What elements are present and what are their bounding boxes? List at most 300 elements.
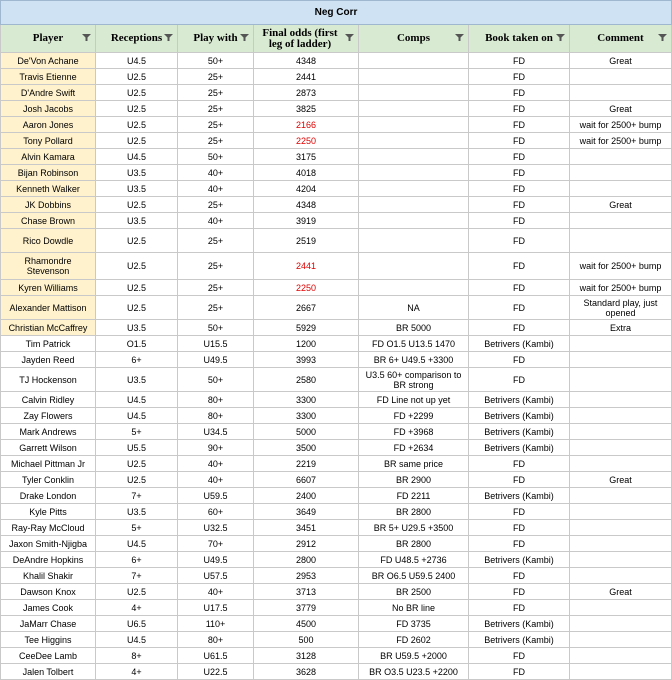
cell-play-with[interactable]: 40+ <box>178 181 254 197</box>
cell-receptions[interactable]: O1.5 <box>96 336 178 352</box>
cell-play-with[interactable]: 25+ <box>178 85 254 101</box>
cell-comment[interactable] <box>570 568 672 584</box>
table-row <box>1 117 672 133</box>
cell-odds[interactable]: 3993 <box>254 352 359 368</box>
cell-comps[interactable] <box>359 69 469 85</box>
header-receptions[interactable] <box>96 25 178 53</box>
cell-comps[interactable] <box>359 101 469 117</box>
cell-comment[interactable]: wait for 2500+ bump <box>570 280 672 296</box>
cell-receptions[interactable]: U4.5 <box>96 392 178 408</box>
cell-comps[interactable]: BR U59.5 +2000 <box>359 648 469 664</box>
cell-odds[interactable]: 2580 <box>254 368 359 392</box>
cell-play-with[interactable]: 90+ <box>178 440 254 456</box>
cell-play-with[interactable]: U34.5 <box>178 424 254 440</box>
cell-play-with[interactable]: 110+ <box>178 616 254 632</box>
cell-odds[interactable]: 2953 <box>254 568 359 584</box>
cell-comps[interactable]: BR same price <box>359 456 469 472</box>
cell-odds[interactable]: 3500 <box>254 440 359 456</box>
cell-comps[interactable]: FD +2634 <box>359 440 469 456</box>
cell-comps[interactable]: BR 2800 <box>359 504 469 520</box>
cell-odds[interactable]: 4348 <box>254 53 359 69</box>
cell-comps[interactable] <box>359 117 469 133</box>
cell-book[interactable]: FD <box>469 568 570 584</box>
cell-player[interactable]: Rico Dowdle <box>1 229 96 253</box>
cell-receptions[interactable]: 4+ <box>96 664 178 680</box>
header-book[interactable] <box>469 25 570 53</box>
cell-book[interactable]: FD <box>469 117 570 133</box>
header-label: Play with <box>193 32 238 44</box>
cell-player[interactable]: Kyle Pitts <box>1 504 96 520</box>
cell-receptions[interactable]: 5+ <box>96 520 178 536</box>
cell-comps[interactable] <box>359 197 469 213</box>
cell-comment[interactable]: Great <box>570 197 672 213</box>
cell-play-with[interactable]: 25+ <box>178 133 254 149</box>
cell-book[interactable]: FD <box>469 648 570 664</box>
cell-play-with[interactable]: U15.5 <box>178 336 254 352</box>
cell-receptions[interactable]: 5+ <box>96 424 178 440</box>
cell-player[interactable]: Khalil Shakir <box>1 568 96 584</box>
cell-odds[interactable]: 5929 <box>254 320 359 336</box>
cell-book[interactable]: FD <box>469 229 570 253</box>
table-row <box>1 616 672 632</box>
cell-comps[interactable]: FD Line not up yet <box>359 392 469 408</box>
table-row <box>1 352 672 368</box>
table-row <box>1 424 672 440</box>
cell-receptions[interactable]: 8+ <box>96 648 178 664</box>
cell-receptions[interactable]: U2.5 <box>96 117 178 133</box>
cell-comment[interactable] <box>570 520 672 536</box>
cell-odds[interactable]: 2912 <box>254 536 359 552</box>
cell-book[interactable]: Betrivers (Kambi) <box>469 336 570 352</box>
cell-comment[interactable] <box>570 536 672 552</box>
cell-play-with[interactable]: 40+ <box>178 472 254 488</box>
cell-book[interactable]: FD <box>469 368 570 392</box>
cell-comment[interactable] <box>570 664 672 680</box>
cell-comment[interactable] <box>570 408 672 424</box>
cell-play-with[interactable]: 25+ <box>178 197 254 213</box>
cell-play-with[interactable]: 25+ <box>178 280 254 296</box>
cell-receptions[interactable]: U2.5 <box>96 197 178 213</box>
filter-icon[interactable] <box>455 34 464 41</box>
cell-play-with[interactable]: 25+ <box>178 101 254 117</box>
cell-odds[interactable]: 6607 <box>254 472 359 488</box>
cell-book[interactable]: FD <box>469 520 570 536</box>
cell-odds[interactable]: 2400 <box>254 488 359 504</box>
cell-player[interactable]: James Cook <box>1 600 96 616</box>
cell-book[interactable]: FD <box>469 133 570 149</box>
cell-book[interactable]: FD <box>469 165 570 181</box>
cell-comment[interactable]: wait for 2500+ bump <box>570 133 672 149</box>
cell-comment[interactable] <box>570 165 672 181</box>
cell-receptions[interactable]: U2.5 <box>96 133 178 149</box>
cell-comps[interactable] <box>359 165 469 181</box>
cell-comps[interactable]: FD 2211 <box>359 488 469 504</box>
cell-odds[interactable]: 3300 <box>254 408 359 424</box>
cell-play-with[interactable]: 50+ <box>178 53 254 69</box>
cell-receptions[interactable]: U3.5 <box>96 181 178 197</box>
cell-player[interactable]: Mark Andrews <box>1 424 96 440</box>
cell-comment[interactable] <box>570 336 672 352</box>
cell-odds[interactable]: 2250 <box>254 133 359 149</box>
cell-player[interactable]: Ray-Ray McCloud <box>1 520 96 536</box>
table-row <box>1 336 672 352</box>
header-comment[interactable] <box>570 25 672 53</box>
cell-play-with[interactable]: 25+ <box>178 296 254 320</box>
cell-odds[interactable]: 5000 <box>254 424 359 440</box>
cell-player[interactable]: Drake London <box>1 488 96 504</box>
table-row <box>1 584 672 600</box>
cell-book[interactable]: Betrivers (Kambi) <box>469 408 570 424</box>
cell-receptions[interactable]: U2.5 <box>96 584 178 600</box>
header-label: Comment <box>597 32 644 44</box>
cell-comps[interactable]: FD O1.5 U13.5 1470 <box>359 336 469 352</box>
cell-player[interactable]: D'Andre Swift <box>1 85 96 101</box>
cell-comps[interactable]: FD +2299 <box>359 408 469 424</box>
cell-player[interactable]: JaMarr Chase <box>1 616 96 632</box>
cell-player[interactable]: Calvin Ridley <box>1 392 96 408</box>
cell-comps[interactable]: FD 2602 <box>359 632 469 648</box>
cell-play-with[interactable]: U17.5 <box>178 600 254 616</box>
cell-comps[interactable]: FD 3735 <box>359 616 469 632</box>
cell-comment[interactable] <box>570 504 672 520</box>
cell-player[interactable]: Tim Patrick <box>1 336 96 352</box>
cell-receptions[interactable]: U2.5 <box>96 472 178 488</box>
cell-play-with[interactable]: U32.5 <box>178 520 254 536</box>
cell-comment[interactable]: Great <box>570 53 672 69</box>
filter-icon[interactable] <box>658 34 667 41</box>
cell-receptions[interactable]: U2.5 <box>96 85 178 101</box>
cell-odds[interactable]: 2800 <box>254 552 359 568</box>
cell-book[interactable]: Betrivers (Kambi) <box>469 440 570 456</box>
cell-comps[interactable] <box>359 280 469 296</box>
cell-play-with[interactable]: 40+ <box>178 584 254 600</box>
header-final-odds[interactable] <box>254 25 359 53</box>
cell-player[interactable]: Aaron Jones <box>1 117 96 133</box>
cell-player[interactable]: Kyren Williams <box>1 280 96 296</box>
cell-comment[interactable] <box>570 181 672 197</box>
cell-comment[interactable] <box>570 440 672 456</box>
header-label: Final odds (first leg of ladder) <box>262 26 338 50</box>
cell-receptions[interactable]: 7+ <box>96 488 178 504</box>
filter-icon[interactable] <box>82 34 91 41</box>
cell-player[interactable]: Garrett Wilson <box>1 440 96 456</box>
header-comps[interactable] <box>359 25 469 53</box>
cell-odds[interactable]: 3128 <box>254 648 359 664</box>
cell-player[interactable]: Alvin Kamara <box>1 149 96 165</box>
table-row <box>1 53 672 69</box>
cell-receptions[interactable]: 4+ <box>96 600 178 616</box>
cell-odds[interactable]: 3175 <box>254 149 359 165</box>
cell-book[interactable]: FD <box>469 504 570 520</box>
cell-book[interactable]: Betrivers (Kambi) <box>469 392 570 408</box>
cell-comment[interactable] <box>570 488 672 504</box>
cell-comps[interactable]: BR 6+ U49.5 +3300 <box>359 352 469 368</box>
cell-play-with[interactable]: 40+ <box>178 165 254 181</box>
cell-play-with[interactable]: 25+ <box>178 117 254 133</box>
table-row <box>1 632 672 648</box>
cell-book[interactable]: FD <box>469 456 570 472</box>
filter-icon[interactable] <box>240 34 249 41</box>
cell-play-with[interactable]: 50+ <box>178 320 254 336</box>
cell-player[interactable]: Josh Jacobs <box>1 101 96 117</box>
cell-player[interactable]: CeeDee Lamb <box>1 648 96 664</box>
cell-odds[interactable]: 2250 <box>254 280 359 296</box>
header-label: Book taken on <box>485 32 553 44</box>
cell-player[interactable]: Jalen Tolbert <box>1 664 96 680</box>
cell-play-with[interactable]: 50+ <box>178 368 254 392</box>
cell-comps[interactable]: No BR line <box>359 600 469 616</box>
cell-comps[interactable] <box>359 181 469 197</box>
cell-book[interactable]: Betrivers (Kambi) <box>469 632 570 648</box>
cell-play-with[interactable]: U22.5 <box>178 664 254 680</box>
cell-receptions[interactable]: U3.5 <box>96 213 178 229</box>
cell-book[interactable]: FD <box>469 296 570 320</box>
cell-comment[interactable] <box>570 213 672 229</box>
cell-receptions[interactable]: U6.5 <box>96 616 178 632</box>
cell-odds[interactable]: 3300 <box>254 392 359 408</box>
cell-book[interactable]: Betrivers (Kambi) <box>469 616 570 632</box>
filter-icon[interactable] <box>164 34 173 41</box>
cell-book[interactable]: FD <box>469 600 570 616</box>
cell-player[interactable]: Christian McCaffrey <box>1 320 96 336</box>
cell-player[interactable]: Alexander Mattison <box>1 296 96 320</box>
cell-book[interactable]: FD <box>469 85 570 101</box>
cell-play-with[interactable]: U49.5 <box>178 552 254 568</box>
cell-receptions[interactable]: U2.5 <box>96 253 178 280</box>
cell-odds[interactable]: 4204 <box>254 181 359 197</box>
cell-book[interactable]: FD <box>469 69 570 85</box>
cell-play-with[interactable]: 70+ <box>178 536 254 552</box>
cell-book[interactable]: FD <box>469 584 570 600</box>
filter-icon[interactable] <box>556 34 565 41</box>
cell-player[interactable]: Travis Etienne <box>1 69 96 85</box>
cell-comment[interactable] <box>570 456 672 472</box>
cell-comment[interactable] <box>570 352 672 368</box>
cell-player[interactable]: Tony Pollard <box>1 133 96 149</box>
cell-player[interactable]: Tee Higgins <box>1 632 96 648</box>
sheet-title[interactable]: Neg Corr <box>1 1 672 25</box>
cell-receptions[interactable]: U2.5 <box>96 296 178 320</box>
cell-comps[interactable]: BR 2900 <box>359 472 469 488</box>
cell-book[interactable]: Betrivers (Kambi) <box>469 552 570 568</box>
cell-odds[interactable]: 500 <box>254 632 359 648</box>
cell-comps[interactable]: BR 5+ U29.5 +3500 <box>359 520 469 536</box>
cell-comment[interactable] <box>570 368 672 392</box>
table-row <box>1 392 672 408</box>
cell-odds[interactable]: 3649 <box>254 504 359 520</box>
header-player[interactable] <box>1 25 96 53</box>
cell-odds[interactable]: 4348 <box>254 197 359 213</box>
cell-player[interactable]: Bijan Robinson <box>1 165 96 181</box>
cell-receptions[interactable]: U3.5 <box>96 165 178 181</box>
cell-receptions[interactable]: 6+ <box>96 552 178 568</box>
table-row <box>1 664 672 680</box>
title-row <box>1 1 672 25</box>
table-row <box>1 149 672 165</box>
cell-book[interactable]: FD <box>469 280 570 296</box>
cell-receptions[interactable]: U2.5 <box>96 69 178 85</box>
cell-book[interactable]: Betrivers (Kambi) <box>469 488 570 504</box>
cell-receptions[interactable]: U5.5 <box>96 440 178 456</box>
cell-odds[interactable]: 2219 <box>254 456 359 472</box>
cell-play-with[interactable]: 80+ <box>178 392 254 408</box>
cell-player[interactable]: DeAndre Hopkins <box>1 552 96 568</box>
cell-player[interactable]: Tyler Conklin <box>1 472 96 488</box>
cell-comment[interactable]: wait for 2500+ bump <box>570 117 672 133</box>
cell-receptions[interactable]: U3.5 <box>96 368 178 392</box>
cell-comment[interactable]: Standard play, just opened <box>570 296 672 320</box>
cell-play-with[interactable]: 40+ <box>178 456 254 472</box>
cell-player[interactable]: TJ Hockenson <box>1 368 96 392</box>
cell-comps[interactable] <box>359 53 469 69</box>
cell-receptions[interactable]: U4.5 <box>96 408 178 424</box>
cell-comment[interactable] <box>570 600 672 616</box>
table-row <box>1 368 672 392</box>
cell-odds[interactable]: 3713 <box>254 584 359 600</box>
cell-odds[interactable]: 2667 <box>254 296 359 320</box>
cell-odds[interactable]: 2519 <box>254 229 359 253</box>
cell-comment[interactable] <box>570 424 672 440</box>
cell-odds[interactable]: 4500 <box>254 616 359 632</box>
header-play-with[interactable] <box>178 25 254 53</box>
cell-receptions[interactable]: U4.5 <box>96 53 178 69</box>
cell-comment[interactable] <box>570 85 672 101</box>
cell-odds[interactable]: 3825 <box>254 101 359 117</box>
cell-comps[interactable]: BR O6.5 U59.5 2400 <box>359 568 469 584</box>
cell-comment[interactable] <box>570 149 672 165</box>
cell-book[interactable]: FD <box>469 53 570 69</box>
cell-play-with[interactable]: U49.5 <box>178 352 254 368</box>
table-row <box>1 600 672 616</box>
table-row <box>1 568 672 584</box>
cell-player[interactable]: Dawson Knox <box>1 584 96 600</box>
cell-comps[interactable] <box>359 149 469 165</box>
cell-play-with[interactable]: U57.5 <box>178 568 254 584</box>
cell-comps[interactable]: BR 2500 <box>359 584 469 600</box>
cell-play-with[interactable]: 80+ <box>178 632 254 648</box>
cell-player[interactable]: De'Von Achane <box>1 53 96 69</box>
cell-comment[interactable] <box>570 616 672 632</box>
cell-comment[interactable]: Great <box>570 472 672 488</box>
cell-player[interactable]: Chase Brown <box>1 213 96 229</box>
cell-play-with[interactable]: U61.5 <box>178 648 254 664</box>
filter-icon[interactable] <box>345 34 354 41</box>
cell-comment[interactable] <box>570 229 672 253</box>
cell-comps[interactable]: BR 2800 <box>359 536 469 552</box>
cell-receptions[interactable]: U4.5 <box>96 536 178 552</box>
cell-play-with[interactable]: 60+ <box>178 504 254 520</box>
cell-odds[interactable]: 2441 <box>254 69 359 85</box>
table-row <box>1 488 672 504</box>
cell-comps[interactable]: U3.5 60+ comparison to BR strong <box>359 368 469 392</box>
cell-player[interactable]: JK Dobbins <box>1 197 96 213</box>
cell-book[interactable]: FD <box>469 213 570 229</box>
cell-comps[interactable]: FD +3968 <box>359 424 469 440</box>
cell-comps[interactable] <box>359 229 469 253</box>
table-row <box>1 552 672 568</box>
cell-comment[interactable]: Extra <box>570 320 672 336</box>
cell-receptions[interactable]: U2.5 <box>96 456 178 472</box>
cell-receptions[interactable]: U4.5 <box>96 632 178 648</box>
cell-odds[interactable]: 3779 <box>254 600 359 616</box>
cell-odds[interactable]: 3628 <box>254 664 359 680</box>
cell-comment[interactable] <box>570 69 672 85</box>
cell-comment[interactable]: wait for 2500+ bump <box>570 253 672 280</box>
cell-book[interactable]: Betrivers (Kambi) <box>469 424 570 440</box>
cell-comment[interactable] <box>570 648 672 664</box>
cell-book[interactable]: FD <box>469 253 570 280</box>
cell-comps[interactable]: BR 5000 <box>359 320 469 336</box>
cell-receptions[interactable]: U3.5 <box>96 320 178 336</box>
cell-receptions[interactable]: U2.5 <box>96 229 178 253</box>
cell-play-with[interactable]: 50+ <box>178 149 254 165</box>
cell-player[interactable]: Michael Pittman Jr <box>1 456 96 472</box>
cell-comment[interactable] <box>570 392 672 408</box>
cell-odds[interactable]: 3451 <box>254 520 359 536</box>
cell-play-with[interactable]: 25+ <box>178 229 254 253</box>
table-row <box>1 408 672 424</box>
cell-receptions[interactable]: U4.5 <box>96 149 178 165</box>
cell-comps[interactable]: NA <box>359 296 469 320</box>
cell-odds[interactable]: 2166 <box>254 117 359 133</box>
cell-receptions[interactable]: 7+ <box>96 568 178 584</box>
cell-receptions[interactable]: U2.5 <box>96 280 178 296</box>
cell-odds[interactable]: 4018 <box>254 165 359 181</box>
cell-odds[interactable]: 2441 <box>254 253 359 280</box>
cell-comment[interactable] <box>570 632 672 648</box>
cell-book[interactable]: FD <box>469 181 570 197</box>
cell-comps[interactable] <box>359 133 469 149</box>
cell-comps[interactable] <box>359 85 469 101</box>
cell-odds[interactable]: 2873 <box>254 85 359 101</box>
cell-receptions[interactable]: U2.5 <box>96 101 178 117</box>
table-row <box>1 197 672 213</box>
cell-book[interactable]: FD <box>469 664 570 680</box>
cell-play-with[interactable]: 25+ <box>178 253 254 280</box>
cell-player[interactable]: Jayden Reed <box>1 352 96 368</box>
cell-player[interactable]: Zay Flowers <box>1 408 96 424</box>
cell-receptions[interactable]: U3.5 <box>96 504 178 520</box>
cell-comps[interactable] <box>359 213 469 229</box>
cell-comps[interactable]: FD U48.5 +2736 <box>359 552 469 568</box>
cell-receptions[interactable]: 6+ <box>96 352 178 368</box>
cell-odds[interactable]: 1200 <box>254 336 359 352</box>
cell-comps[interactable] <box>359 253 469 280</box>
cell-comment[interactable] <box>570 552 672 568</box>
cell-book[interactable]: FD <box>469 472 570 488</box>
cell-comps[interactable]: BR O3.5 U23.5 +2200 <box>359 664 469 680</box>
cell-play-with[interactable]: 40+ <box>178 213 254 229</box>
cell-player[interactable]: Rhamondre Stevenson <box>1 253 96 280</box>
cell-book[interactable]: FD <box>469 101 570 117</box>
cell-odds[interactable]: 3919 <box>254 213 359 229</box>
cell-book[interactable]: FD <box>469 197 570 213</box>
cell-player[interactable]: Jaxon Smith-Njigba <box>1 536 96 552</box>
cell-play-with[interactable]: 80+ <box>178 408 254 424</box>
cell-comment[interactable]: Great <box>570 584 672 600</box>
cell-book[interactable]: FD <box>469 352 570 368</box>
header-label: Receptions <box>110 32 163 44</box>
cell-play-with[interactable]: 25+ <box>178 69 254 85</box>
cell-play-with[interactable]: U59.5 <box>178 488 254 504</box>
cell-player[interactable]: Kenneth Walker <box>1 181 96 197</box>
cell-comment[interactable]: Great <box>570 101 672 117</box>
table-row <box>1 440 672 456</box>
cell-book[interactable]: FD <box>469 536 570 552</box>
table-row <box>1 85 672 101</box>
cell-book[interactable]: FD <box>469 149 570 165</box>
cell-book[interactable]: FD <box>469 320 570 336</box>
